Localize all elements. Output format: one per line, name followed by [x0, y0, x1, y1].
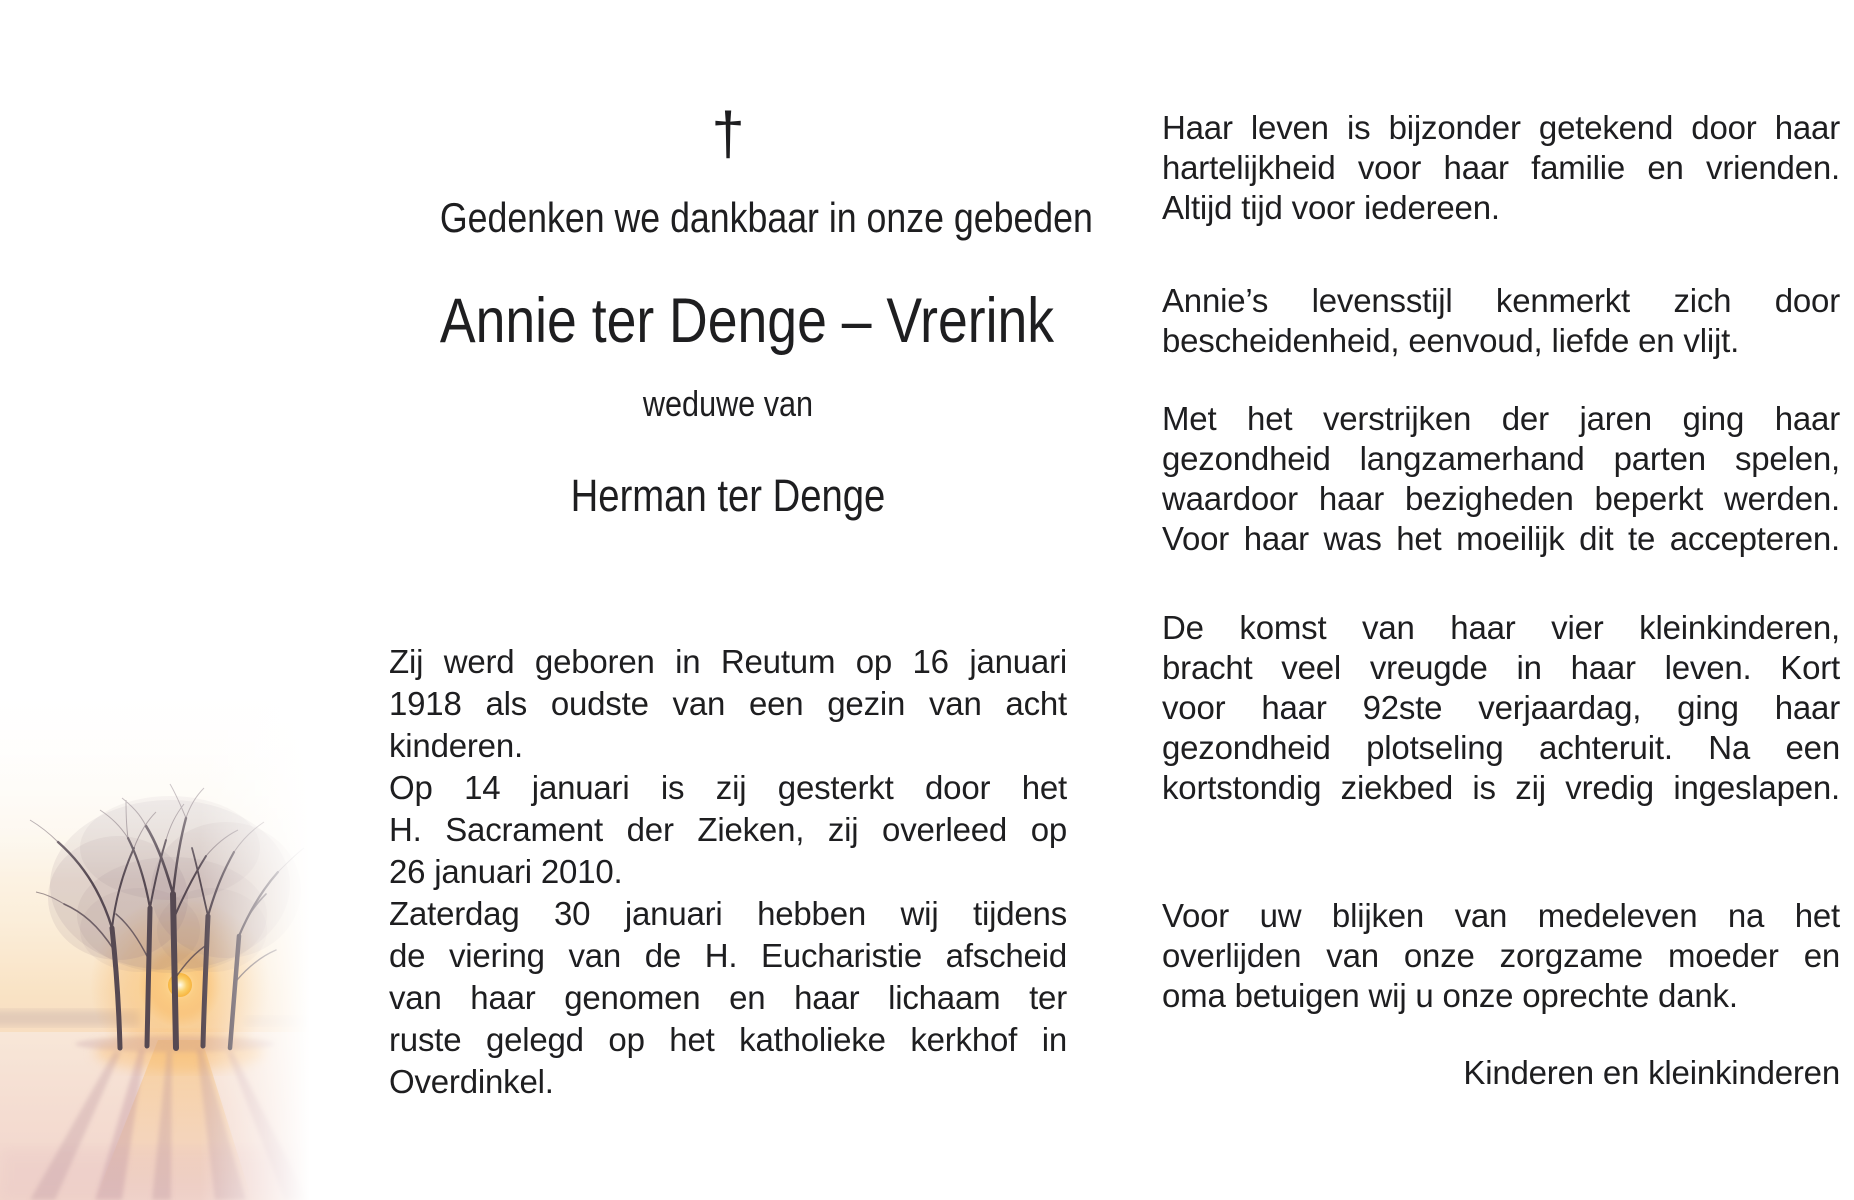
right-text-column — [1162, 0, 1840, 1200]
body-line: Zij werd geboren in Reutum op 16 januari — [389, 643, 1067, 680]
body-line: Altijd tijd voor iedereen. — [1162, 189, 1500, 226]
body-line: Overdinkel. — [389, 1063, 554, 1100]
body-line: Voor haar was het moeilijk dit te accepteren. — [1162, 520, 1840, 557]
body-line: oma betuigen wij u onze oprechte dank. — [1162, 977, 1738, 1014]
body-line: H. Sacrament der Zieken, zij overleed op — [389, 811, 1067, 848]
body-line: Zaterdag 30 januari hebben wij tijdens — [389, 895, 1067, 932]
body-line: bescheidenheid, eenvoud, liefde en vlijt. — [1162, 322, 1740, 359]
body-line: overlijden van onze zorgzame moeder en — [1162, 937, 1840, 974]
intro-line: Gedenken we dankbaar in onze gebeden — [439, 194, 1093, 241]
body-line: Op 14 januari is zij gesterkt door het — [389, 769, 1067, 806]
body-line: hartelijkheid voor haar familie en vrienden. — [1162, 149, 1840, 186]
biography-text — [389, 641, 1067, 1103]
paragraph — [1162, 399, 1840, 559]
paragraph — [1162, 896, 1840, 1016]
paragraph — [389, 641, 1067, 767]
body-line: van haar genomen en haar lichaam ter — [389, 979, 1067, 1016]
paragraph — [389, 767, 1067, 893]
signature-line: Kinderen en kleinkinderen — [1463, 1054, 1840, 1091]
signature — [1162, 1053, 1840, 1093]
deceased-name: Annie ter Denge – Vrerink — [439, 286, 1055, 356]
spouse-name: Herman ter Denge — [570, 470, 886, 521]
body-line: 1918 als oudste van een gezin van acht — [389, 685, 1067, 722]
paragraph — [1162, 281, 1840, 361]
body-line: gezondheid plotseling achteruit. Na een — [1162, 729, 1840, 766]
body-line: bracht veel vreugde in haar leven. Kort — [1162, 649, 1840, 686]
left-text-column — [389, 0, 1093, 1200]
body-line: De komst van haar vier kleinkinderen, — [1162, 609, 1840, 646]
winter-sunset-photo — [0, 680, 310, 1200]
body-line: waardoor haar bezigheden beperkt werden. — [1162, 480, 1840, 517]
body-line: Met het verstrijken der jaren ging haar — [1162, 400, 1840, 437]
body-line: de viering van de H. Eucharistie afscheid — [389, 937, 1067, 974]
relation-line: weduwe van — [642, 383, 814, 424]
body-line: gezondheid langzamerhand parten spelen, — [1162, 440, 1840, 477]
paragraph — [1162, 608, 1840, 808]
paragraph — [389, 893, 1067, 1103]
paragraph — [1162, 108, 1840, 228]
body-line: kortstondig ziekbed is zij vredig ingeslapen. — [1162, 769, 1840, 806]
body-line: Voor uw blijken van medeleven na het — [1162, 897, 1840, 934]
cross-symbol: † — [711, 100, 745, 167]
body-line: kinderen. — [389, 727, 523, 764]
photo-right-fade — [200, 680, 310, 1200]
body-line: ruste gelegd op het katholieke kerkhof in — [389, 1021, 1067, 1058]
body-line: 26 januari 2010. — [389, 853, 623, 890]
body-line: voor haar 92ste verjaardag, ging haar — [1162, 689, 1840, 726]
body-line: Haar leven is bijzonder getekend door haar — [1162, 109, 1840, 146]
body-line: Annie’s levensstijl kenmerkt zich door — [1162, 282, 1840, 319]
